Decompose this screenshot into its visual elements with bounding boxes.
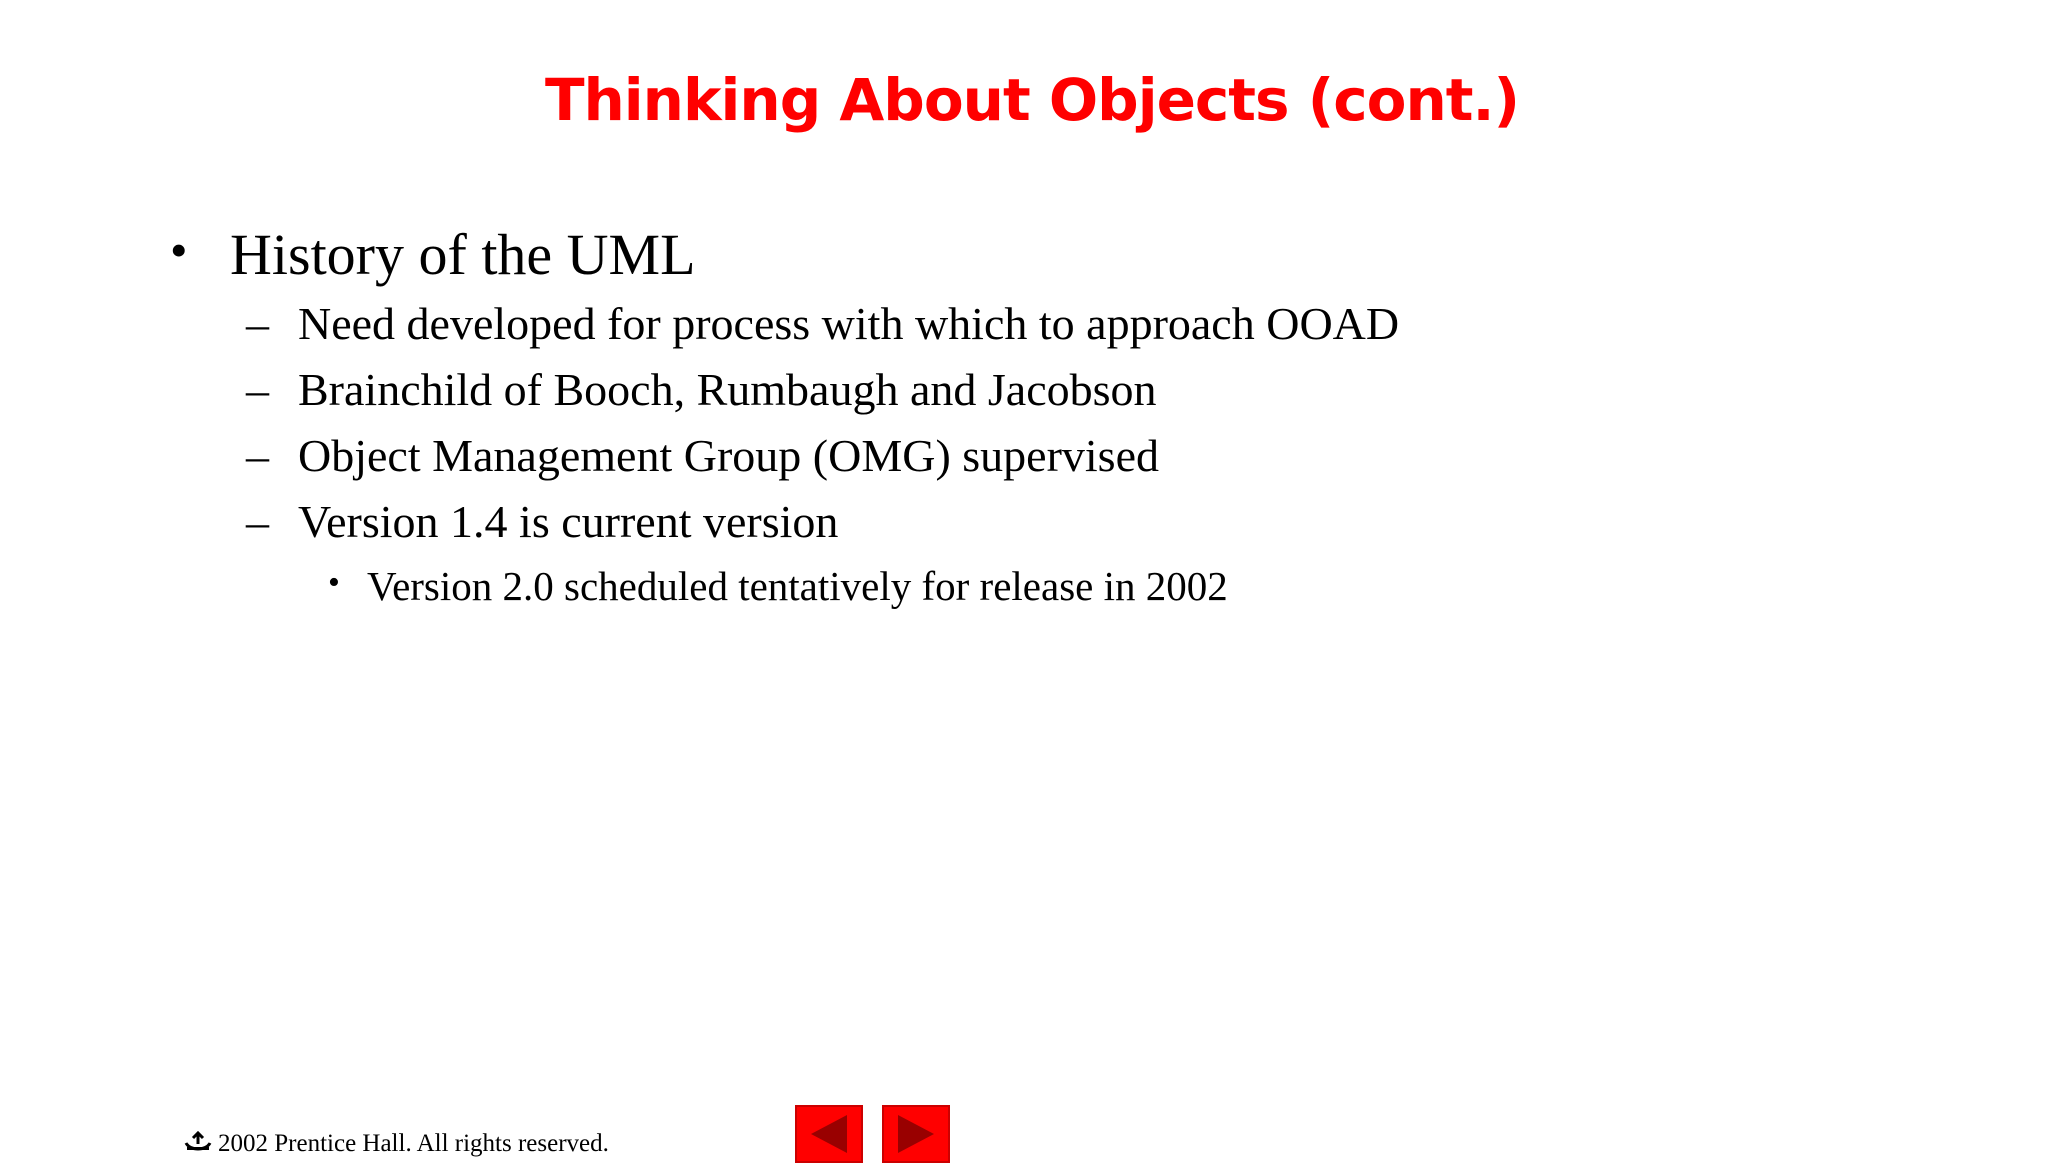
next-slide-button[interactable] xyxy=(882,1105,950,1163)
dash-glyph: – xyxy=(246,430,269,481)
footer-text: 2002 Prentice Hall. All rights reserved. xyxy=(218,1130,609,1157)
left-triangle-icon xyxy=(797,1107,861,1161)
copyright-logo-icon xyxy=(184,1131,212,1153)
bullet-glyph: • xyxy=(170,222,188,278)
right-triangle-icon xyxy=(884,1107,948,1161)
main-point: History of the UML xyxy=(230,222,696,287)
sub-sub-point: Version 2.0 scheduled tentatively for release in 2002 xyxy=(367,563,1228,609)
sub-point-2: Brainchild of Booch, Rumbaugh and Jacobson xyxy=(298,364,1157,415)
sub-point-3: Object Management Group (OMG) supervised xyxy=(298,430,1159,481)
slide-title: Thinking About Objects (cont.) xyxy=(544,66,1520,134)
sub-point-1: Need developed for process with which to approach OOAD xyxy=(298,298,1400,349)
previous-slide-button[interactable] xyxy=(795,1105,863,1163)
dash-glyph: – xyxy=(246,364,269,415)
sub-point-4: Version 1.4 is current version xyxy=(298,496,839,547)
dash-glyph: – xyxy=(246,496,269,547)
dash-glyph: – xyxy=(246,298,269,349)
sub-bullet-glyph: • xyxy=(328,564,340,601)
footer xyxy=(184,1130,609,1158)
